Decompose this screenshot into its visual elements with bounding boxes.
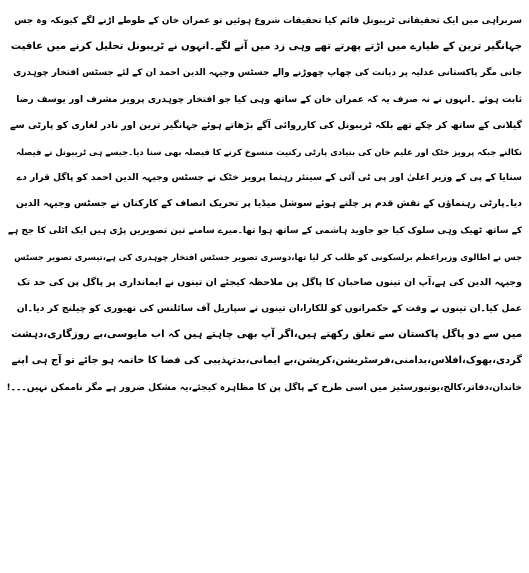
text-line: نکالنے جبکہ پرویز خٹک اور علیم خان کی بنیادی پارٹی رکنیت منسوخ کرنے کا فیصلہ بھی سنا دیا۔جیسے ہی ٹریبونل نے فیصلہ xyxy=(15,146,522,157)
text-line: جانی مگر پاکستانی عدلیہ پر دیانت کی چھاپ چھوڑنے والے جسٹس وجیہہ الدین احمد ان کے لئے جسٹس افتخار چوہدری xyxy=(13,68,522,79)
text-line: ثابت ہوئے ۔انہوں نے نہ صرف یہ کہ عمران خان کے ساتھ وہی کیا جو افتخار چوہدری پرویز مشرف اور یوسف رضا xyxy=(16,94,522,105)
text-line: کے ساتھ ٹھیک وہی سلوک کیا جو جاوید ہاشمی کے ساتھ ہوا تھا۔میرے سامنے تین تصویریں پڑی ہیں ایک اٹلی کا جج ہے xyxy=(7,225,522,236)
text-line: وجیہہ الدین کی ہے،آپ ان تینوں صاحبان کا پاگل پن ملاحظہ کیجئے ان تینوں نے ایمانداری پر پاگل پن کی حد تک xyxy=(17,276,522,288)
text-line: دیا۔پارٹی رہنماؤں کے نقش قدم پر چلتے ہوئے سوشل میڈیا پر تحریک انصاف کے کارکنان نے جسٹس وجیہہ الدین xyxy=(15,198,522,210)
text-line: سنایا کے پی کے وزیر اعلیٰ اور پی ٹی آئی کے سینئر رہنما پرویز خٹک نے جسٹس وجیہہ الدین احمد کو پاگل قرار دے xyxy=(16,173,522,184)
text-line: میں سے دو پاگل پاکستان سے تعلق رکھتے ہیں،اگر آپ بھی چاہتے ہیں کہ اب مایوسی،بے روزگاری،دہشت xyxy=(11,329,522,341)
text-line: گردی،بھوک،افلاس،بدامنی،فرسٹریشن،کرپشن،بے ایمانی،بدتہذیبی کی فضا کا خاتمہ ہو جائے تو آج ہی اپنے xyxy=(11,355,522,367)
text-line: عمل کیا۔ان تینوں نے وقت کے حکمرانوں کو للکارا،ان تینوں نے سپاریل آف سائلنس کی تھیوری کو چیلنج کر دیا۔ان xyxy=(16,304,522,315)
text-line: جہانگیر ترین کے طیارے میں اڑتے پھرتے تھے وہی زد میں آنے لگے۔انہوں نے ٹریبونل تحلیل کرنے میں عافیت xyxy=(10,41,522,53)
text-line: گیلانی کے ساتھ کر چکے تھے بلکہ ٹریبونل کی کارروائی آگے بڑھاتے ہوئے جہانگیر ترین اور نادر لغاری کو پارٹی سے xyxy=(10,119,522,131)
text-line: جس نے اطالوی وزیراعظم برلسکونی کو طلب کر لیا تھا،دوسری تصویر جسٹس افتخار چوہدری کی ہے،تیسری تصویر جسٹس xyxy=(14,251,522,262)
article-body xyxy=(7,8,522,401)
text-line: سربراہی میں ایک تحقیقاتی ٹریبونل قائم کیا تحقیقات شروع ہوئیں تو عمران خان کے طوطے اڑنے لگے کیونکہ وہ جس xyxy=(14,16,522,26)
text-line: خاندان،دفاتر،کالج،یونیورسٹیز میں اسی طرح کے پاگل پن کا مظاہرہ کیجئے،یہ مشکل ضرور ہے مگر ناممکن نہیں۔۔۔! xyxy=(7,382,522,393)
